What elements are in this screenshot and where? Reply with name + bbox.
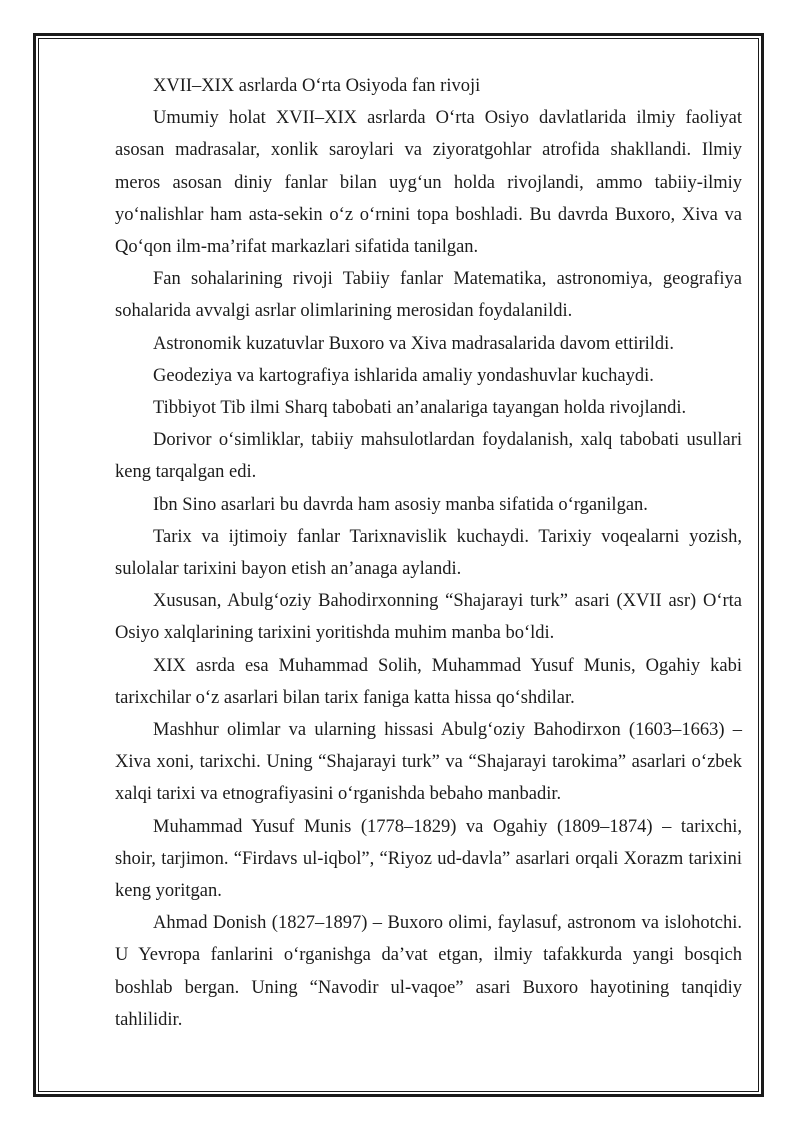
paragraph: Fan sohalarining rivoji Tabiiy fanlar Matematika, astronomiya, geografiya sohalarida avvalgi asrlar olimlarining merosidan foydalanildi. [115,269,742,322]
paragraph: Ahmad Donish (1827–1897) – Buxoro olimi, faylasuf, astronom va islohotchi. U Yevropa fanlarini o‘rganishga da’vat etgan, ilmiy tafakkurda yangi bosqich boshlab bergan. Uning “Navodir ul-vaqoe” asari Buxoro hayotining tanqidiy tahlilidir. [115,913,742,1030]
paragraph: Muhammad Yusuf Munis (1778–1829) va Ogahiy (1809–1874) – tarixchi, shoir, tarjimon. “Firdavs ul-iqbol”, “Riyoz ud-davla” asarlari orqali Xorazm tarixini keng yoritgan. [115,816,742,902]
paragraph: Tibbiyot Tib ilmi Sharq tabobati an’analariga tayangan holda rivojlandi. [153,398,687,419]
section-heading: XVII–XIX asrlarda O‘rta Osiyoda fan rivoji [153,76,481,96]
paragraph: XIX asrda esa Muhammad Solih, Muhammad Yusuf Munis, Ogahiy kabi tarixchilar o‘z asarlari bilan tarix faniga katta hissa qo‘shdilar. [115,655,742,708]
paragraph: Astronomik kuzatuvlar Buxoro va Xiva madrasalarida davom ettirildi. [153,333,674,354]
paragraph: Tarix va ijtimoiy fanlar Tarixnavislik kuchaydi. Tarixiy voqealarni yozish, sulolalar tarixini bayon etish an’anaga aylandi. [115,526,742,580]
paragraph: Dorivor o‘simliklar, tabiiy mahsulotlardan foydalanish, xalq tabobati usullari keng tarqalgan edi. [115,430,742,483]
paragraph: Umumiy holat XVII–XIX asrlarda O‘rta Osiyo davlatlarida ilmiy faoliyat asosan madrasalar, xonlik saroylari va ziyoratgohlar atrofida shakllandi. Ilmiy meros asosan diniy fanlar bilan uyg‘un holda rivojlandi, ammo tabiiy-ilmiy yo‘nalishlar ham asta-sekin o‘z o‘rnini topa boshladi. Bu davrda Buxoro, Xiva va Qo‘qon ilm-ma’rifat markazlari sifatida tanilgan. [115,108,742,258]
paragraph: Mashhur olimlar va ularning hissasi Abulg‘oziy Bahodirxon (1603–1663) – Xiva xoni, tarixchi. Uning “Shajarayi turk” va “Shajarayi tarokima” asarlari o‘zbek xalqi tarixi va etnografiyasini o‘rganishda bebaho manbadir. [115,720,742,805]
paragraph: Xususan, Abulg‘oziy Bahodirxonning “Shajarayi turk” asari (XVII asr) O‘rta Osiyo xalqlarining tarixini yoritishda muhim manba bo‘ldi. [115,591,742,644]
paragraph: Ibn Sino asarlari bu davrda ham asosiy manba sifatida o‘rganilgan. [153,494,648,515]
paragraph: Geodeziya va kartografiya ishlarida amaliy yondashuvlar kuchaydi. [153,365,654,386]
document-body [115,70,742,1036]
